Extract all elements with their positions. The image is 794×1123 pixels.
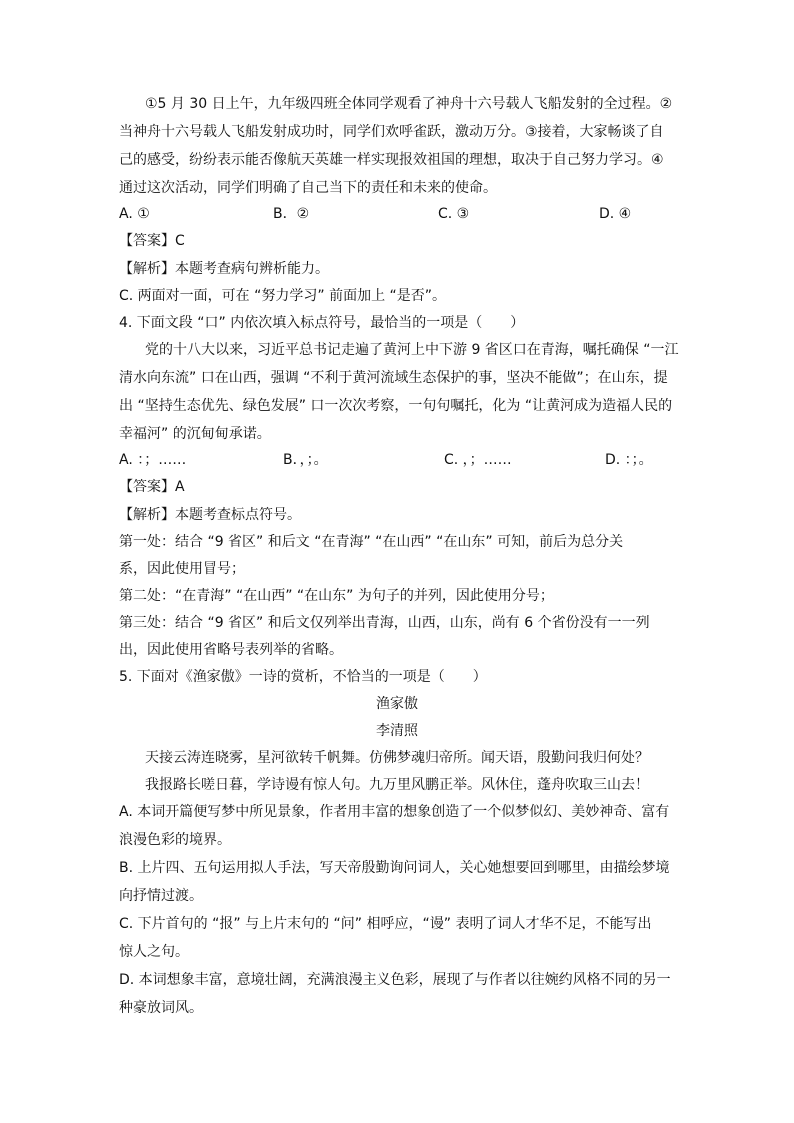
q4-passage-line: 幸福河” 的沉甸甸承诺。	[119, 426, 271, 442]
q5-option-line: 浪漫色彩的境界。	[119, 832, 231, 848]
q5-option-line: D. 本词想象丰富，意境壮阔，充满浪漫主义色彩，展现了与作者以往婉约风格不同的另一	[119, 972, 671, 988]
q4-analysis-line: 第一处：结合 “9 省区” 和后文 “在青海” “在山西” “在山东” 可知，前后为总分关	[119, 534, 624, 550]
q4-analysis-line: 出，因此使用省略号表列举的省略。	[119, 642, 343, 658]
q4-option-d: D. ：；。	[605, 452, 653, 468]
q4-stem: 4. 下面文段 “口” 内依次填入标点符号，最恰当的一项是（ ）	[119, 315, 525, 331]
q3-answer: 【答案】C	[119, 233, 185, 249]
q3-analysis-line: C. 两面对一面，可在 “努力学习” 前面加上 “是否”。	[119, 288, 447, 304]
q5-option-line: C. 下片首句的 “报” 与上片末句的 “问” 相呼应，“谩” 表明了词人才华不足，不能写出	[119, 916, 652, 932]
q5-option-line: A. 本词开篇便写梦中所见景象，作者用丰富的想象创造了一个似梦似幻、美妙神奇、富有	[119, 804, 670, 820]
q4-analysis-line: 第二处：“在青海” “在山西” “在山东” 为句子的并列，因此使用分号；	[119, 588, 554, 604]
q4-option-c: C. ，；……	[444, 452, 512, 468]
q5-option-line: 种豪放词风。	[119, 1000, 203, 1016]
q4-passage-line: 党的十八大以来，习近平总书记走遍了黄河上中下游 9 省区口在青海，嘱托确保 “一江	[145, 342, 679, 358]
poem-line: 我报路长嗟日暮，学诗谩有惊人句。九万里风鹏正举。风休住，蓬舟吹取三山去！	[145, 777, 649, 793]
poem-author: 李清照	[376, 723, 418, 739]
q5-option-line: 惊人之句。	[119, 944, 189, 960]
q5-option-line: B. 上片四、五句运用拟人手法，写天帝殷勤询问词人，关心她想要回到哪里，由描绘梦境	[119, 860, 670, 876]
q4-analysis-line: 【解析】本题考查标点符号。	[119, 507, 301, 523]
q3-passage-line: 通过这次活动，同学们明确了自己当下的责任和未来的使命。	[119, 180, 497, 196]
q3-passage-line: ①5 月 30 日上午，九年级四班全体同学观看了神舟十六号载人飞船发射的全过程。②	[145, 96, 673, 112]
poem-line: 天接云涛连晓雾，星河欲转千帆舞。仿佛梦魂归帝所。闻天语，殷勤问我归何处？	[145, 750, 649, 766]
q3-passage-line: 当神舟十六号载人飞船发射成功时，同学们欢呼雀跃，激动万分。③接着，大家畅谈了自	[119, 124, 664, 140]
q4-option-a: A. ：；……	[119, 452, 187, 468]
q3-option-a: A. ①	[119, 206, 150, 222]
q4-analysis-line: 系，因此使用冒号；	[119, 561, 245, 577]
poem-title: 渔家傲	[376, 696, 418, 712]
q3-passage-line: 己的感受，纷纷表示能否像航天英雄一样实现报效祖国的理想，取决于自己努力学习。④	[119, 152, 664, 168]
q4-analysis-line: 第三处：结合 “9 省区” 和后文仅列举出青海，山西，山东，尚有 6 个省份没有一一列	[119, 615, 650, 631]
q4-passage-line: 出 “坚持生态优先、绿色发展” 口一次次考察，一句句嘱托，化为 “让黄河成为造福人民的	[119, 398, 673, 414]
q3-option-d: D. ④	[599, 206, 632, 222]
q4-option-b: B．，；。	[283, 452, 328, 468]
q4-passage-line: 清水向东流” 口在山西，强调 “不利于黄河流域生态保护的事，坚决不能做”；在山东，提	[119, 370, 668, 386]
q3-analysis-line: 【解析】本题考查病句辨析能力。	[119, 261, 329, 277]
q4-answer: 【答案】A	[119, 479, 185, 495]
q3-option-b: B．②	[273, 206, 310, 222]
q3-option-c: C. ③	[438, 206, 470, 222]
q5-stem: 5. 下面对《渔家傲》一诗的赏析，不恰当的一项是（ ）	[119, 669, 487, 685]
q5-option-line: 向抒情过渡。	[119, 888, 203, 904]
